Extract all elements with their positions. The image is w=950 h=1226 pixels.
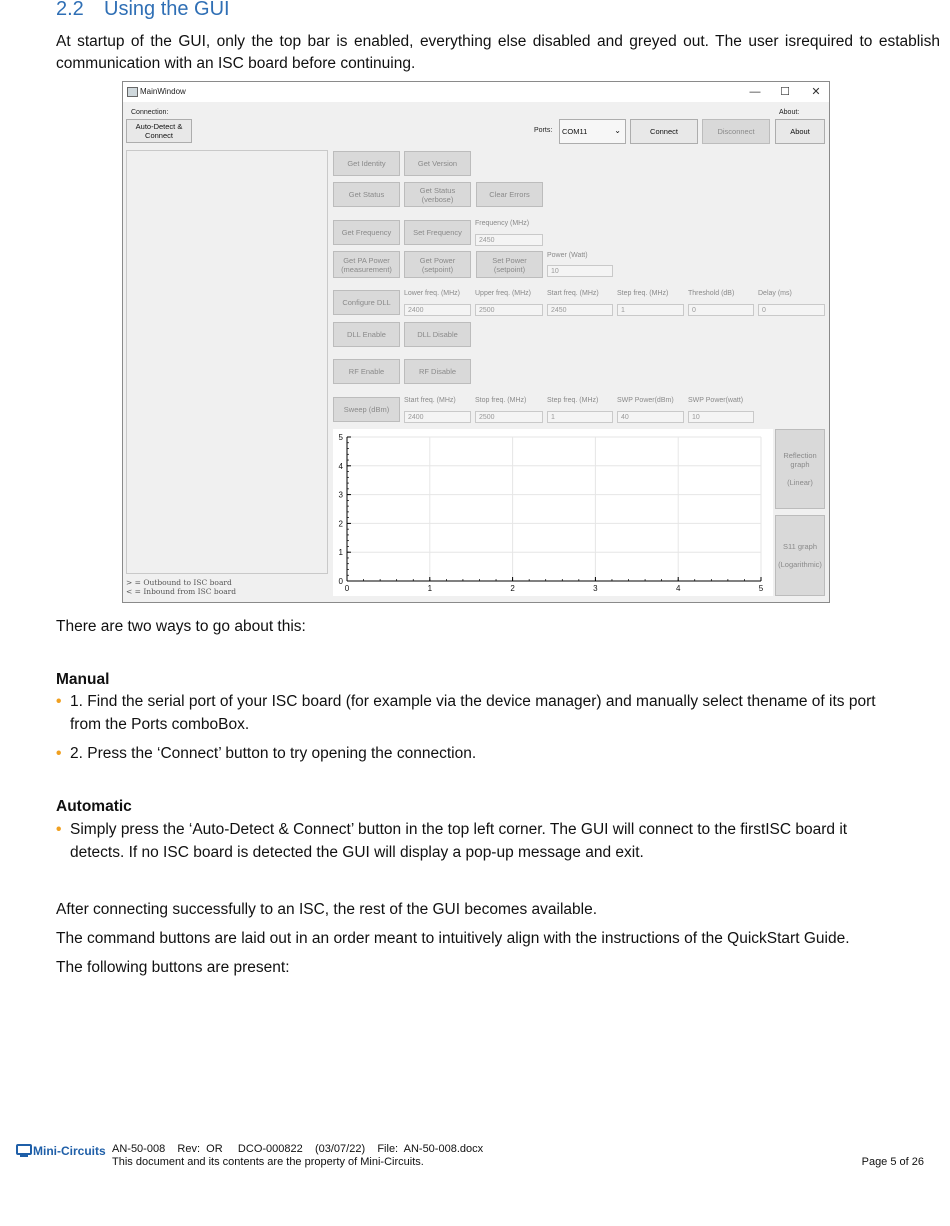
x-tick-label: 4 [675, 584, 681, 593]
legend-outbound: > = Outbound to ISC board [126, 578, 232, 587]
disconnect-button[interactable]: Disconnect [702, 119, 770, 144]
section-heading [56, 0, 230, 21]
y-tick-label: 3 [338, 490, 343, 500]
dll-enable-button[interactable]: DLL Enable [333, 322, 400, 347]
chevron-down-icon: ⌄ [614, 126, 621, 135]
dll-lower-freq-label: Lower freq. (MHz) [404, 290, 461, 297]
close-icon[interactable]: ✕ [811, 86, 821, 98]
x-tick-label: 5 [758, 584, 764, 593]
following-text: The following buttons are present: [56, 959, 290, 976]
section-number: 2.2 [56, 0, 84, 20]
sweep-button[interactable]: Sweep (dBm) [333, 397, 400, 422]
get-status-verbose-button[interactable]: Get Status (verbose) [404, 182, 471, 207]
configure-dll-button[interactable]: Configure DLL [333, 290, 400, 315]
sweep-stop-freq-label: Stop freq. (MHz) [475, 397, 527, 404]
dll-threshold-input[interactable]: 0 [688, 304, 754, 316]
set-power-button[interactable]: Set Power (setpoint) [476, 251, 543, 278]
power-input[interactable]: 10 [547, 265, 613, 277]
dll-upper-freq-label: Upper freq. (MHz) [475, 290, 532, 297]
sweep-power-watt-label: SWP Power(watt) [688, 397, 744, 404]
section-title: Using the GUI [104, 0, 230, 20]
legend-inbound: < = Inbound from ISC board [126, 587, 237, 596]
manual-heading: Manual [56, 671, 110, 688]
logo-mark-icon [16, 1143, 108, 1159]
x-tick-label: 3 [593, 584, 598, 593]
about-button[interactable]: About [775, 119, 825, 144]
about-label: About: [779, 109, 800, 116]
plot-area [333, 429, 773, 596]
two-ways-text: There are two ways to go about this: [56, 618, 306, 635]
sweep-step-freq-input[interactable]: 1 [547, 411, 613, 423]
get-pa-power-button[interactable]: Get PA Power (measurement) [333, 251, 400, 278]
sweep-power-watt-input[interactable]: 10 [688, 411, 754, 423]
bullet-icon: • [56, 693, 62, 710]
ports-label: Ports: [534, 127, 553, 134]
maximize-icon[interactable]: ☐ [780, 86, 790, 98]
clear-errors-button[interactable]: Clear Errors [476, 182, 543, 207]
log-panel [126, 150, 328, 574]
get-status-button[interactable]: Get Status [333, 182, 400, 207]
auto-detect-connect-button[interactable]: Auto-Detect & Connect [126, 119, 192, 143]
after-connect-text: After connecting successfully to an ISC, the rest of the GUI becomes available. [56, 901, 598, 918]
sweep-step-freq-label: Step freq. (MHz) [547, 397, 599, 404]
s11-graph-button[interactable]: S11 graph (Logarithmic) [775, 515, 825, 596]
y-tick-label: 2 [338, 519, 343, 529]
logo-text: Mini-Circuits [33, 1144, 106, 1158]
manual-item-text: 2. Press the ‘Connect’ button to try opening the connection. [70, 745, 477, 762]
layout-note-text: The command buttons are laid out in an order meant to intuitively align with the instructions of the QuickStart Guide. [56, 930, 850, 947]
mini-circuits-logo [16, 1143, 108, 1159]
get-version-button[interactable]: Get Version [404, 151, 471, 176]
sweep-power-dbm-label: SWP Power(dBm) [617, 397, 674, 404]
sweep-start-freq-label: Start freq. (MHz) [404, 397, 456, 404]
dll-start-freq-label: Start freq. (MHz) [547, 290, 599, 297]
dll-threshold-label: Threshold (dB) [688, 290, 735, 297]
set-frequency-button[interactable]: Set Frequency [404, 220, 471, 245]
sweep-stop-freq-input[interactable]: 2500 [475, 411, 543, 423]
bullet-icon: • [56, 821, 62, 838]
intro-paragraph: At startup of the GUI, only the top bar is enabled, everything else disabled and greyed out. The user isrequired to establish communication with an ISC board before continuing. [56, 33, 940, 72]
manual-item-2 [56, 743, 900, 766]
page-number: Page 5 of 26 [861, 1156, 924, 1168]
x-tick-label: 2 [510, 584, 515, 593]
reflection-graph-button[interactable]: Reflection graph (Linear) [775, 429, 825, 509]
rf-disable-button[interactable]: RF Disable [404, 359, 471, 384]
dll-step-freq-label: Step freq. (MHz) [617, 290, 669, 297]
connection-label: Connection: [131, 109, 169, 116]
dll-lower-freq-input[interactable]: 2400 [404, 304, 471, 316]
rf-enable-button[interactable]: RF Enable [333, 359, 400, 384]
app-icon [127, 87, 138, 97]
window-titlebar [123, 82, 829, 102]
window-title: MainWindow [140, 87, 186, 96]
manual-item-text: 1. Find the serial port of your ISC board (for example via the device manager) and manually select thename of its port from the Ports comboBox. [70, 693, 876, 733]
connect-button[interactable]: Connect [630, 119, 698, 144]
y-tick-label: 0 [338, 577, 343, 586]
x-tick-label: 0 [344, 584, 350, 593]
sweep-start-freq-input[interactable]: 2400 [404, 411, 471, 423]
get-power-button[interactable]: Get Power (setpoint) [404, 251, 471, 278]
dll-step-freq-input[interactable]: 1 [617, 304, 684, 316]
get-identity-button[interactable]: Get Identity [333, 151, 400, 176]
power-label: Power (Watt) [547, 252, 588, 259]
dll-delay-input[interactable]: 0 [758, 304, 825, 316]
sweep-power-dbm-input[interactable]: 40 [617, 411, 684, 423]
dll-delay-label: Delay (ms) [758, 290, 792, 297]
dll-upper-freq-input[interactable]: 2500 [475, 304, 543, 316]
minimize-icon[interactable]: — [749, 86, 761, 98]
automatic-item-text: Simply press the ‘Auto-Detect & Connect’ button in the top left corner. The GUI will connect to the firstISC board it detects. If no ISC board is detected the GUI will display a pop-up message and exit. [70, 821, 848, 861]
y-tick-label: 4 [338, 461, 343, 471]
y-tick-label: 5 [338, 433, 343, 442]
plot-svg [333, 429, 773, 596]
port-value: COM11 [562, 127, 588, 136]
x-tick-label: 1 [427, 584, 433, 593]
get-frequency-button[interactable]: Get Frequency [333, 220, 400, 245]
bullet-icon: • [56, 745, 62, 762]
document-info: AN-50-008 Rev: OR DCO-000822 (03/07/22) File: AN-50-008.docx [112, 1143, 484, 1155]
dll-start-freq-input[interactable]: 2450 [547, 304, 613, 316]
y-tick-label: 1 [338, 548, 343, 558]
ports-combobox[interactable] [559, 119, 626, 144]
frequency-input[interactable]: 2450 [475, 234, 543, 246]
automatic-heading: Automatic [56, 798, 132, 815]
automatic-item-1 [56, 819, 900, 864]
manual-item-1 [56, 691, 900, 736]
dll-disable-button[interactable]: DLL Disable [404, 322, 471, 347]
main-window-screenshot [122, 81, 830, 603]
property-notice: This document and its contents are the property of Mini-Circuits. [112, 1156, 424, 1168]
frequency-label: Frequency (MHz) [475, 220, 530, 227]
